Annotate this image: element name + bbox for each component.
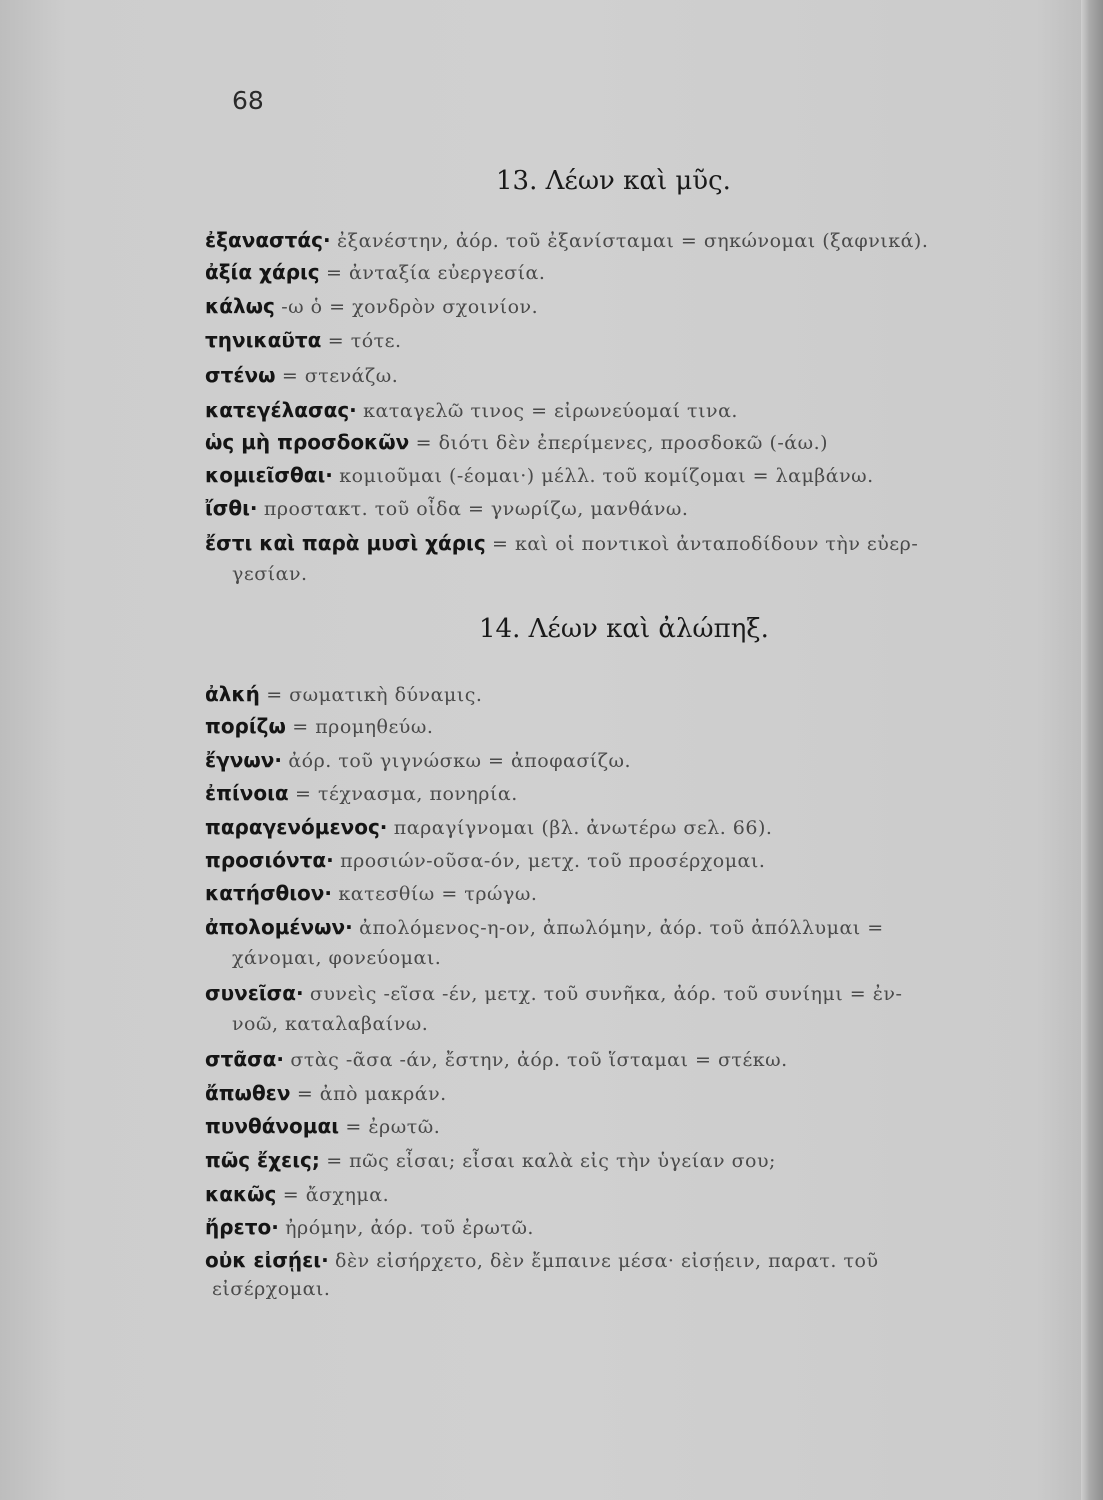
entry-gloss: ἐξανέστην, ἀόρ. τοῦ ἐξανίσταμαι = σηκώνομαι (ξαφνικά). bbox=[336, 230, 929, 252]
entry-gloss: = καὶ οἱ ποντικοὶ ἀνταποδίδουν τὴν εὐερ- bbox=[492, 533, 919, 555]
entry-gloss: = διότι δὲν ἐπερίμενες, προσδοκῶ (-άω.) bbox=[415, 432, 829, 454]
entry-lemma: προσιόντα· bbox=[205, 848, 334, 872]
entry-lemma: κομιεῖσθαι· bbox=[205, 463, 333, 487]
glossary-entry bbox=[205, 1180, 389, 1209]
entry-gloss: κατεσθίω = τρώγω. bbox=[338, 883, 538, 905]
glossary-entry bbox=[205, 1045, 788, 1074]
entry-gloss: συνεὶς -εῖσα -έν, μετχ. τοῦ συνῆκα, ἀόρ. τοῦ συνίημι = ἐν- bbox=[309, 983, 903, 1005]
glossary-entry bbox=[205, 226, 928, 255]
glossary-entry bbox=[205, 846, 765, 875]
entry-gloss: παραγίγνομαι (βλ. ἀνωτέρω σελ. 66). bbox=[393, 817, 773, 839]
glossary-entry bbox=[205, 879, 537, 908]
glossary-entry bbox=[205, 1079, 447, 1108]
glossary-entry bbox=[205, 1112, 440, 1141]
entry-gloss: στὰς -ᾶσα -άν, ἔστην, ἀόρ. τοῦ ἵσταμαι = στέκω. bbox=[290, 1049, 788, 1071]
entry-lemma: κάλως bbox=[205, 294, 275, 318]
section-title-13: 13. Λέων καὶ μῦς. bbox=[496, 166, 731, 196]
entry-gloss: = ἐρωτῶ. bbox=[345, 1116, 441, 1138]
entry-gloss: δὲν εἰσήρχετο, δὲν ἔμπαινε μέσα· εἰσῄειν, παρατ. τοῦ bbox=[335, 1250, 879, 1272]
glossary-entry bbox=[205, 292, 538, 321]
page-edge-shadow bbox=[1081, 0, 1103, 1500]
section-title-14: 14. Λέων καὶ ἀλώπηξ. bbox=[479, 614, 769, 644]
entry-lemma: ἔγνων· bbox=[205, 748, 282, 772]
entry-gloss: = πῶς εἶσαι; εἶσαι καλὰ εἰς τὴν ὑγείαν σου; bbox=[326, 1150, 776, 1172]
glossary-entry bbox=[205, 1146, 776, 1175]
entry-lemma: ἀξία χάρις bbox=[205, 260, 320, 284]
glossary-entry bbox=[205, 258, 545, 287]
glossary-entry bbox=[205, 680, 482, 709]
entry-continuation: γεσίαν. bbox=[232, 563, 308, 585]
entry-gloss: = σωματικὴ δύναμις. bbox=[266, 684, 483, 706]
entry-lemma: πυνθάνομαι bbox=[205, 1114, 340, 1138]
entry-gloss: ἠρόμην, ἀόρ. τοῦ ἐρωτῶ. bbox=[285, 1217, 534, 1239]
entry-lemma: συνεῖσα· bbox=[205, 981, 304, 1005]
glossary-entry bbox=[205, 979, 902, 1008]
glossary-entry bbox=[205, 712, 433, 741]
entry-gloss: = ἄσχημα. bbox=[282, 1184, 390, 1206]
entry-lemma: ἄπωθεν bbox=[205, 1081, 291, 1105]
entry-lemma: παραγενόμενος· bbox=[205, 815, 388, 839]
entry-lemma: ἐξαναστάς· bbox=[205, 228, 331, 252]
entry-gloss: ἀπολόμενος-η-ον, ἀπωλόμην, ἀόρ. τοῦ ἀπόλλυμαι = bbox=[359, 917, 884, 939]
glossary-entry bbox=[205, 428, 828, 457]
entry-lemma: τηνικαῦτα bbox=[205, 328, 322, 352]
entry-lemma: στᾶσα· bbox=[205, 1047, 284, 1071]
entry-lemma: οὐκ εἰσῄει· bbox=[205, 1248, 329, 1272]
entry-gloss: προσιών-οῦσα-όν, μετχ. τοῦ προσέρχομαι. bbox=[340, 850, 766, 872]
glossary-entry bbox=[205, 1246, 879, 1275]
glossary-entry bbox=[205, 461, 874, 490]
entry-lemma: ἐπίνοια bbox=[205, 781, 289, 805]
entry-gloss: = ἀνταξία εὐεργεσία. bbox=[326, 262, 546, 284]
entry-gloss: προστακτ. τοῦ οἶδα = γνωρίζω, μανθάνω. bbox=[263, 498, 689, 520]
entry-lemma: ἀλκή bbox=[205, 682, 260, 706]
entry-lemma: ἔστι καὶ παρὰ μυσὶ χάρις bbox=[205, 531, 486, 555]
entry-gloss: ἀόρ. τοῦ γιγνώσκω = ἀποφασίζω. bbox=[288, 750, 632, 772]
entry-gloss: = τέχνασμα, πονηρία. bbox=[295, 783, 518, 805]
entry-gloss: = στενάζω. bbox=[281, 365, 399, 387]
entry-lemma: κακῶς bbox=[205, 1182, 277, 1206]
entry-lemma: ὡς μὴ προσδοκῶν bbox=[205, 430, 410, 454]
entry-continuation: εἰσέρχομαι. bbox=[212, 1278, 331, 1300]
entry-lemma: ἀπολομένων· bbox=[205, 915, 353, 939]
glossary-entry bbox=[205, 1213, 534, 1242]
glossary-entry bbox=[205, 326, 402, 355]
glossary-entry bbox=[205, 361, 398, 390]
glossary-entry bbox=[205, 913, 884, 942]
entry-gloss: = προμηθεύω. bbox=[292, 716, 434, 738]
glossary-entry bbox=[205, 813, 772, 842]
glossary-entry bbox=[205, 779, 518, 808]
entry-gloss: -ω ὁ = χονδρὸν σχοινίον. bbox=[281, 296, 539, 318]
entry-gloss: = ἀπὸ μακράν. bbox=[296, 1083, 447, 1105]
glossary-entry bbox=[205, 494, 688, 523]
entry-lemma: κατεγέλασας· bbox=[205, 398, 357, 422]
entry-continuation: νοῶ, καταλαβαίνω. bbox=[232, 1013, 429, 1035]
glossary-entry bbox=[205, 396, 738, 425]
entry-lemma: πορίζω bbox=[205, 714, 286, 738]
page-number: 68 bbox=[232, 86, 264, 115]
entry-lemma: κατήσθιον· bbox=[205, 881, 333, 905]
entry-lemma: ἤρετο· bbox=[205, 1215, 279, 1239]
glossary-entry bbox=[205, 746, 631, 775]
entry-gloss: κομιοῦμαι (-έομαι·) μέλλ. τοῦ κομίζομαι = λαμβάνω. bbox=[339, 465, 874, 487]
entry-lemma: στένω bbox=[205, 363, 276, 387]
entry-lemma: ἴσθι· bbox=[205, 496, 258, 520]
entry-continuation: χάνομαι, φονεύομαι. bbox=[232, 947, 442, 969]
entry-gloss: = τότε. bbox=[327, 330, 402, 352]
entry-lemma: πῶς ἔχεις; bbox=[205, 1148, 320, 1172]
glossary-entry bbox=[205, 529, 918, 558]
entry-gloss: καταγελῶ τινος = εἰρωνεύομαί τινα. bbox=[363, 400, 738, 422]
